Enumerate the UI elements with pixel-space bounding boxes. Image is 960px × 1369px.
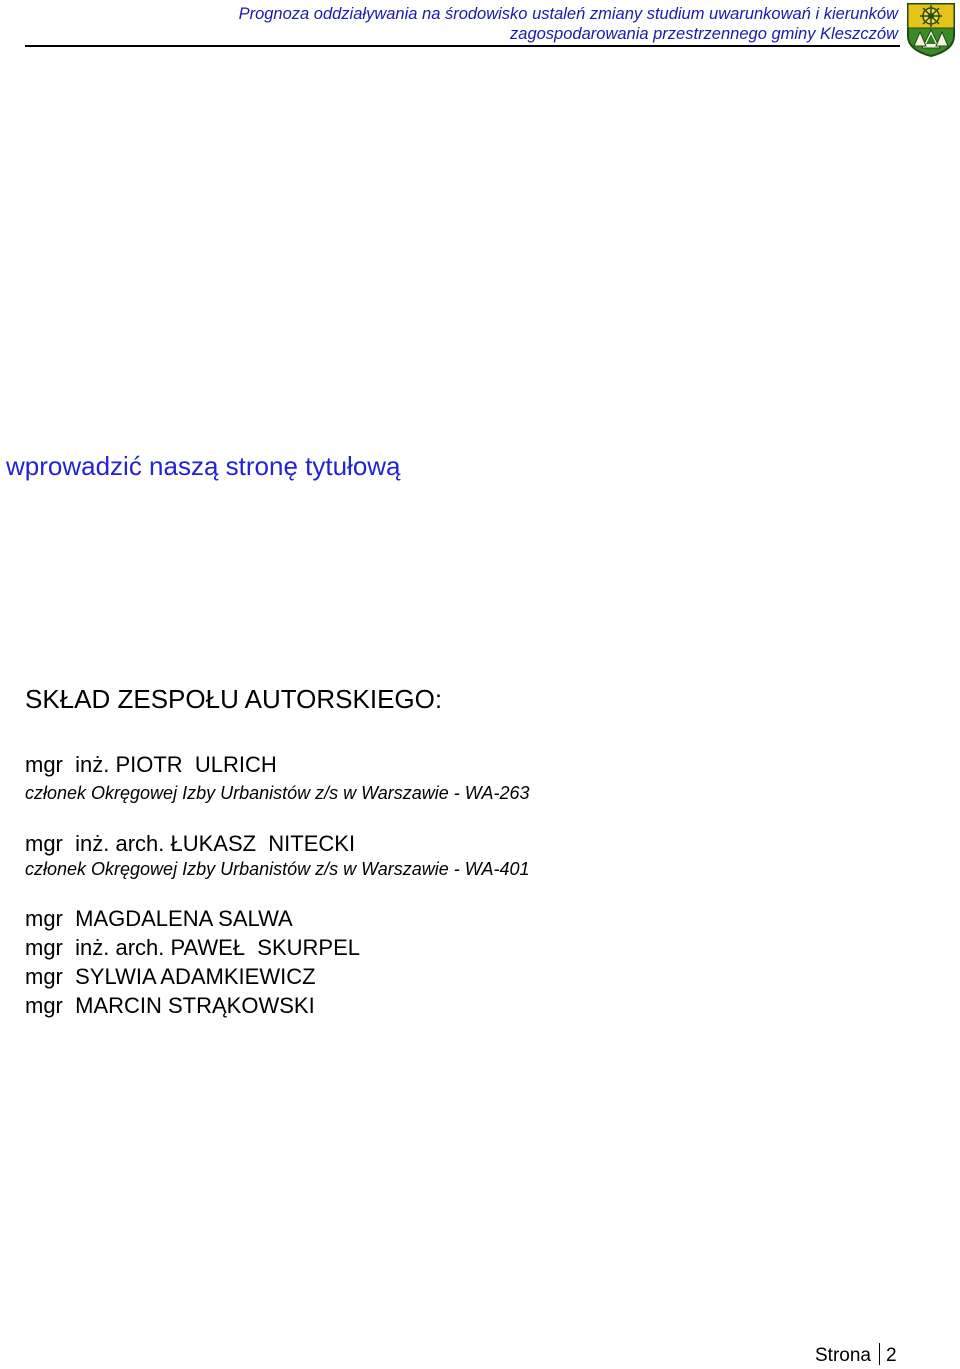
coat-of-arms-icon: [906, 2, 956, 58]
title-page-placeholder: wprowadzić naszą stronę tytułową: [6, 451, 401, 481]
member-name: mgr MAGDALENA SALWA: [25, 906, 293, 931]
page-footer: [815, 1343, 897, 1367]
header-title: [138, 4, 898, 44]
header-line-1: Prognoza oddziaływania na środowisko ustaleń zmiany studium uwarunkowań i kierunków: [238, 5, 898, 23]
member-name: mgr inż. PIOTR ULRICH: [25, 752, 277, 777]
header-line-2: zagospodarowania przestrzennego gminy Kleszczów: [510, 25, 898, 43]
member-role: członek Okręgowej Izby Urbanistów z/s w Warszawie - WA-401: [25, 859, 530, 879]
footer-separator: [879, 1343, 880, 1365]
member-name: mgr inż. arch. PAWEŁ SKURPEL: [25, 935, 360, 960]
page-label: Strona: [815, 1345, 871, 1366]
member-role: członek Okręgowej Izby Urbanistów z/s w Warszawie - WA-263: [25, 783, 530, 803]
team-heading: SKŁAD ZESPOŁU AUTORSKIEGO:: [25, 684, 443, 714]
page-number: 2: [885, 1345, 897, 1366]
member-name: mgr SYLWIA ADAMKIEWICZ: [25, 964, 316, 989]
member-name: mgr MARCIN STRĄKOWSKI: [25, 993, 315, 1018]
member-name: mgr inż. arch. ŁUKASZ NITECKI: [25, 831, 356, 856]
header-divider: [25, 45, 900, 47]
